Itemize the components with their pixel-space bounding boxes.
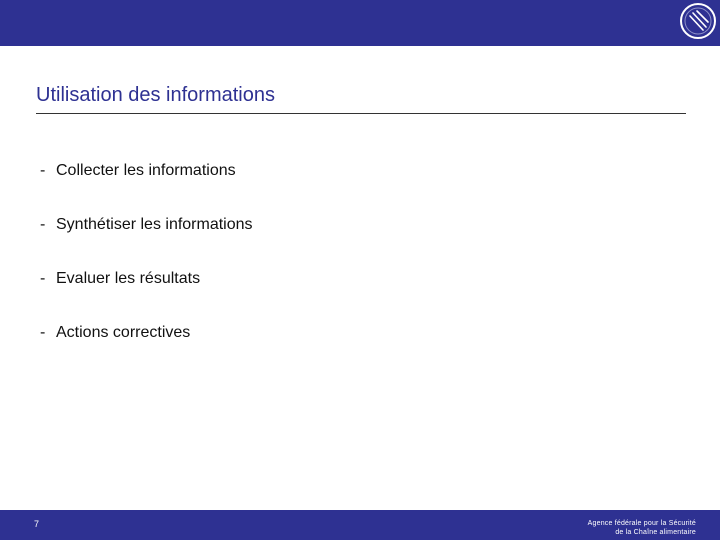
list-item xyxy=(40,269,253,323)
fork-knife-emblem-icon xyxy=(679,2,717,40)
page-number: 7 xyxy=(34,519,40,529)
bullet-marker: - xyxy=(40,324,46,341)
agency-line-2: de la Chaîne alimentaire xyxy=(615,529,696,536)
bullet-text: Collecter les informations xyxy=(56,162,236,179)
list-item xyxy=(40,161,253,215)
bullet-marker: - xyxy=(40,162,46,179)
bullet-text: Actions correctives xyxy=(56,324,191,341)
agency-line-1: Agence fédérale pour la Sécurité xyxy=(587,520,696,527)
bullet-marker: - xyxy=(40,270,46,287)
footer-bar xyxy=(0,510,720,540)
list-item xyxy=(40,323,253,377)
list-item xyxy=(40,215,253,269)
bullet-list xyxy=(40,161,253,377)
bullet-text: Synthétiser les informations xyxy=(56,216,253,233)
header-bar xyxy=(0,0,720,46)
bullet-marker: - xyxy=(40,216,46,233)
title-divider xyxy=(36,113,686,114)
bullet-text: Evaluer les résultats xyxy=(56,270,201,287)
agency-name xyxy=(588,519,696,537)
slide-title: Utilisation des informations xyxy=(36,84,275,106)
